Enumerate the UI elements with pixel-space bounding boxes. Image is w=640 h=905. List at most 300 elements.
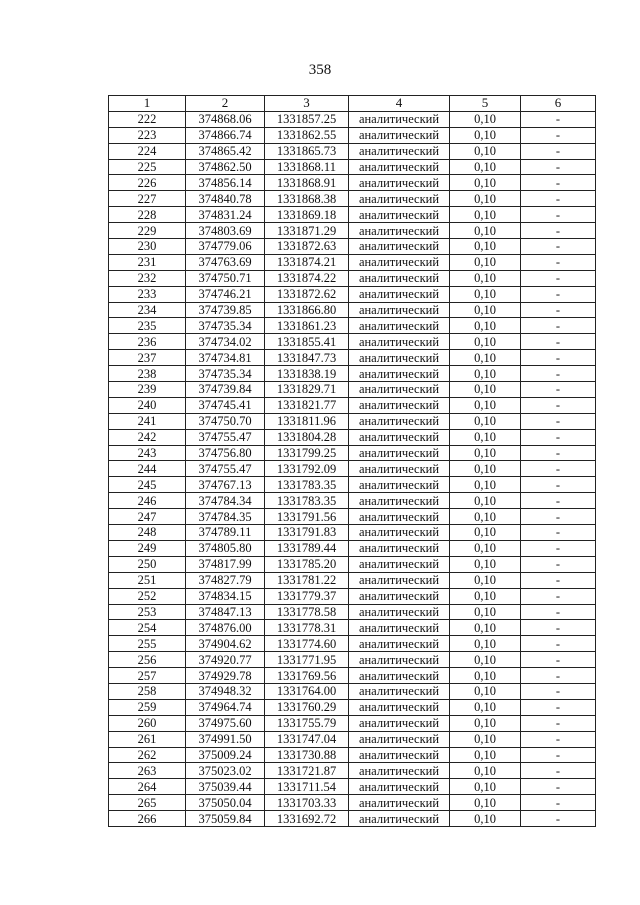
point-number-cell: 256 bbox=[109, 652, 186, 668]
y-coordinate-cell: 1331868.38 bbox=[265, 191, 349, 207]
note-cell: - bbox=[521, 334, 596, 350]
note-cell: - bbox=[521, 207, 596, 223]
point-number-cell: 265 bbox=[109, 795, 186, 811]
y-coordinate-cell: 1331799.25 bbox=[265, 445, 349, 461]
accuracy-cell: 0,10 bbox=[450, 715, 521, 731]
point-number-cell: 240 bbox=[109, 397, 186, 413]
x-coordinate-cell: 374746.21 bbox=[186, 286, 265, 302]
y-coordinate-cell: 1331755.79 bbox=[265, 715, 349, 731]
accuracy-cell: 0,10 bbox=[450, 445, 521, 461]
table-row bbox=[109, 270, 596, 286]
note-cell: - bbox=[521, 191, 596, 207]
point-number-cell: 230 bbox=[109, 239, 186, 255]
note-cell: - bbox=[521, 477, 596, 493]
accuracy-cell: 0,10 bbox=[450, 143, 521, 159]
table-row bbox=[109, 159, 596, 175]
point-number-cell: 229 bbox=[109, 223, 186, 239]
accuracy-cell: 0,10 bbox=[450, 239, 521, 255]
accuracy-cell: 0,10 bbox=[450, 270, 521, 286]
method-cell: аналитический bbox=[349, 747, 450, 763]
table-row bbox=[109, 461, 596, 477]
point-number-cell: 262 bbox=[109, 747, 186, 763]
method-cell: аналитический bbox=[349, 731, 450, 747]
note-cell: - bbox=[521, 270, 596, 286]
x-coordinate-cell: 374789.11 bbox=[186, 525, 265, 541]
x-coordinate-cell: 374834.15 bbox=[186, 588, 265, 604]
table-row bbox=[109, 445, 596, 461]
point-number-cell: 242 bbox=[109, 429, 186, 445]
method-cell: аналитический bbox=[349, 779, 450, 795]
y-coordinate-cell: 1331862.55 bbox=[265, 127, 349, 143]
note-cell: - bbox=[521, 350, 596, 366]
table-row bbox=[109, 223, 596, 239]
table-row bbox=[109, 747, 596, 763]
method-cell: аналитический bbox=[349, 334, 450, 350]
point-number-cell: 222 bbox=[109, 111, 186, 127]
x-coordinate-cell: 374735.34 bbox=[186, 366, 265, 382]
x-coordinate-cell: 374866.74 bbox=[186, 127, 265, 143]
method-cell: аналитический bbox=[349, 604, 450, 620]
method-cell: аналитический bbox=[349, 699, 450, 715]
method-cell: аналитический bbox=[349, 223, 450, 239]
method-cell: аналитический bbox=[349, 413, 450, 429]
accuracy-cell: 0,10 bbox=[450, 382, 521, 398]
table-row bbox=[109, 318, 596, 334]
accuracy-cell: 0,10 bbox=[450, 223, 521, 239]
x-coordinate-cell: 374865.42 bbox=[186, 143, 265, 159]
method-cell: аналитический bbox=[349, 191, 450, 207]
note-cell: - bbox=[521, 556, 596, 572]
method-cell: аналитический bbox=[349, 683, 450, 699]
x-coordinate-cell: 374755.47 bbox=[186, 461, 265, 477]
method-cell: аналитический bbox=[349, 715, 450, 731]
method-cell: аналитический bbox=[349, 143, 450, 159]
point-number-cell: 260 bbox=[109, 715, 186, 731]
note-cell: - bbox=[521, 239, 596, 255]
table-body bbox=[109, 96, 596, 827]
table-row bbox=[109, 795, 596, 811]
x-coordinate-cell: 374755.47 bbox=[186, 429, 265, 445]
x-coordinate-cell: 374831.24 bbox=[186, 207, 265, 223]
point-number-cell: 245 bbox=[109, 477, 186, 493]
table-row bbox=[109, 652, 596, 668]
point-number-cell: 231 bbox=[109, 254, 186, 270]
y-coordinate-cell: 1331874.21 bbox=[265, 254, 349, 270]
table-row bbox=[109, 191, 596, 207]
y-coordinate-cell: 1331811.96 bbox=[265, 413, 349, 429]
table-row bbox=[109, 429, 596, 445]
point-number-cell: 225 bbox=[109, 159, 186, 175]
method-cell: аналитический bbox=[349, 445, 450, 461]
table-row bbox=[109, 588, 596, 604]
y-coordinate-cell: 1331783.35 bbox=[265, 493, 349, 509]
table-row bbox=[109, 540, 596, 556]
accuracy-cell: 0,10 bbox=[450, 493, 521, 509]
method-cell: аналитический bbox=[349, 668, 450, 684]
point-number-cell: 261 bbox=[109, 731, 186, 747]
x-coordinate-cell: 374862.50 bbox=[186, 159, 265, 175]
y-coordinate-cell: 1331769.56 bbox=[265, 668, 349, 684]
note-cell: - bbox=[521, 382, 596, 398]
accuracy-cell: 0,10 bbox=[450, 795, 521, 811]
note-cell: - bbox=[521, 159, 596, 175]
x-coordinate-cell: 374964.74 bbox=[186, 699, 265, 715]
method-cell: аналитический bbox=[349, 588, 450, 604]
x-coordinate-cell: 374745.41 bbox=[186, 397, 265, 413]
table-header-row bbox=[109, 96, 596, 112]
table-row bbox=[109, 239, 596, 255]
method-cell: аналитический bbox=[349, 811, 450, 827]
note-cell: - bbox=[521, 795, 596, 811]
column-header: 4 bbox=[349, 96, 450, 112]
method-cell: аналитический bbox=[349, 286, 450, 302]
x-coordinate-cell: 374803.69 bbox=[186, 223, 265, 239]
y-coordinate-cell: 1331778.31 bbox=[265, 620, 349, 636]
point-number-cell: 227 bbox=[109, 191, 186, 207]
point-number-cell: 243 bbox=[109, 445, 186, 461]
coordinates-table bbox=[108, 95, 596, 827]
point-number-cell: 250 bbox=[109, 556, 186, 572]
table-row bbox=[109, 620, 596, 636]
note-cell: - bbox=[521, 223, 596, 239]
method-cell: аналитический bbox=[349, 111, 450, 127]
method-cell: аналитический bbox=[349, 302, 450, 318]
y-coordinate-cell: 1331781.22 bbox=[265, 572, 349, 588]
method-cell: аналитический bbox=[349, 350, 450, 366]
x-coordinate-cell: 374756.80 bbox=[186, 445, 265, 461]
table-row bbox=[109, 493, 596, 509]
note-cell: - bbox=[521, 429, 596, 445]
table-row bbox=[109, 715, 596, 731]
method-cell: аналитический bbox=[349, 461, 450, 477]
y-coordinate-cell: 1331711.54 bbox=[265, 779, 349, 795]
note-cell: - bbox=[521, 445, 596, 461]
method-cell: аналитический bbox=[349, 159, 450, 175]
accuracy-cell: 0,10 bbox=[450, 731, 521, 747]
y-coordinate-cell: 1331760.29 bbox=[265, 699, 349, 715]
accuracy-cell: 0,10 bbox=[450, 302, 521, 318]
method-cell: аналитический bbox=[349, 795, 450, 811]
note-cell: - bbox=[521, 461, 596, 477]
table-row bbox=[109, 350, 596, 366]
y-coordinate-cell: 1331821.77 bbox=[265, 397, 349, 413]
column-header: 5 bbox=[450, 96, 521, 112]
x-coordinate-cell: 374734.81 bbox=[186, 350, 265, 366]
accuracy-cell: 0,10 bbox=[450, 254, 521, 270]
accuracy-cell: 0,10 bbox=[450, 366, 521, 382]
page-number: 358 bbox=[308, 62, 332, 78]
y-coordinate-cell: 1331783.35 bbox=[265, 477, 349, 493]
point-number-cell: 224 bbox=[109, 143, 186, 159]
accuracy-cell: 0,10 bbox=[450, 668, 521, 684]
x-coordinate-cell: 374975.60 bbox=[186, 715, 265, 731]
x-coordinate-cell: 374750.71 bbox=[186, 270, 265, 286]
x-coordinate-cell: 374847.13 bbox=[186, 604, 265, 620]
accuracy-cell: 0,10 bbox=[450, 620, 521, 636]
table-row bbox=[109, 779, 596, 795]
note-cell: - bbox=[521, 397, 596, 413]
note-cell: - bbox=[521, 318, 596, 334]
method-cell: аналитический bbox=[349, 477, 450, 493]
x-coordinate-cell: 374739.85 bbox=[186, 302, 265, 318]
accuracy-cell: 0,10 bbox=[450, 779, 521, 795]
method-cell: аналитический bbox=[349, 382, 450, 398]
x-coordinate-cell: 374784.34 bbox=[186, 493, 265, 509]
accuracy-cell: 0,10 bbox=[450, 334, 521, 350]
method-cell: аналитический bbox=[349, 525, 450, 541]
method-cell: аналитический bbox=[349, 556, 450, 572]
y-coordinate-cell: 1331721.87 bbox=[265, 763, 349, 779]
accuracy-cell: 0,10 bbox=[450, 604, 521, 620]
table-row bbox=[109, 382, 596, 398]
x-coordinate-cell: 374929.78 bbox=[186, 668, 265, 684]
note-cell: - bbox=[521, 620, 596, 636]
note-cell: - bbox=[521, 302, 596, 318]
point-number-cell: 233 bbox=[109, 286, 186, 302]
y-coordinate-cell: 1331785.20 bbox=[265, 556, 349, 572]
note-cell: - bbox=[521, 779, 596, 795]
y-coordinate-cell: 1331692.72 bbox=[265, 811, 349, 827]
x-coordinate-cell: 374904.62 bbox=[186, 636, 265, 652]
y-coordinate-cell: 1331789.44 bbox=[265, 540, 349, 556]
y-coordinate-cell: 1331868.11 bbox=[265, 159, 349, 175]
method-cell: аналитический bbox=[349, 175, 450, 191]
y-coordinate-cell: 1331774.60 bbox=[265, 636, 349, 652]
x-coordinate-cell: 374779.06 bbox=[186, 239, 265, 255]
note-cell: - bbox=[521, 636, 596, 652]
x-coordinate-cell: 374856.14 bbox=[186, 175, 265, 191]
table-row bbox=[109, 525, 596, 541]
y-coordinate-cell: 1331861.23 bbox=[265, 318, 349, 334]
accuracy-cell: 0,10 bbox=[450, 636, 521, 652]
note-cell: - bbox=[521, 572, 596, 588]
point-number-cell: 223 bbox=[109, 127, 186, 143]
y-coordinate-cell: 1331866.80 bbox=[265, 302, 349, 318]
accuracy-cell: 0,10 bbox=[450, 191, 521, 207]
note-cell: - bbox=[521, 715, 596, 731]
column-header: 1 bbox=[109, 96, 186, 112]
note-cell: - bbox=[521, 413, 596, 429]
point-number-cell: 258 bbox=[109, 683, 186, 699]
point-number-cell: 257 bbox=[109, 668, 186, 684]
point-number-cell: 236 bbox=[109, 334, 186, 350]
note-cell: - bbox=[521, 111, 596, 127]
method-cell: аналитический bbox=[349, 763, 450, 779]
point-number-cell: 234 bbox=[109, 302, 186, 318]
accuracy-cell: 0,10 bbox=[450, 763, 521, 779]
x-coordinate-cell: 374805.80 bbox=[186, 540, 265, 556]
y-coordinate-cell: 1331874.22 bbox=[265, 270, 349, 286]
table-row bbox=[109, 413, 596, 429]
y-coordinate-cell: 1331791.56 bbox=[265, 509, 349, 525]
x-coordinate-cell: 374840.78 bbox=[186, 191, 265, 207]
note-cell: - bbox=[521, 366, 596, 382]
y-coordinate-cell: 1331779.37 bbox=[265, 588, 349, 604]
x-coordinate-cell: 374763.69 bbox=[186, 254, 265, 270]
note-cell: - bbox=[521, 509, 596, 525]
point-number-cell: 244 bbox=[109, 461, 186, 477]
table-row bbox=[109, 604, 596, 620]
accuracy-cell: 0,10 bbox=[450, 540, 521, 556]
table-row bbox=[109, 509, 596, 525]
accuracy-cell: 0,10 bbox=[450, 699, 521, 715]
table-row bbox=[109, 334, 596, 350]
y-coordinate-cell: 1331792.09 bbox=[265, 461, 349, 477]
x-coordinate-cell: 375023.02 bbox=[186, 763, 265, 779]
x-coordinate-cell: 374827.79 bbox=[186, 572, 265, 588]
table-row bbox=[109, 302, 596, 318]
table-row bbox=[109, 127, 596, 143]
method-cell: аналитический bbox=[349, 493, 450, 509]
method-cell: аналитический bbox=[349, 207, 450, 223]
x-coordinate-cell: 375039.44 bbox=[186, 779, 265, 795]
column-header: 3 bbox=[265, 96, 349, 112]
method-cell: аналитический bbox=[349, 397, 450, 413]
point-number-cell: 249 bbox=[109, 540, 186, 556]
table-row bbox=[109, 699, 596, 715]
method-cell: аналитический bbox=[349, 254, 450, 270]
y-coordinate-cell: 1331829.71 bbox=[265, 382, 349, 398]
x-coordinate-cell: 374868.06 bbox=[186, 111, 265, 127]
point-number-cell: 241 bbox=[109, 413, 186, 429]
table-row bbox=[109, 668, 596, 684]
table-row bbox=[109, 366, 596, 382]
note-cell: - bbox=[521, 731, 596, 747]
method-cell: аналитический bbox=[349, 429, 450, 445]
accuracy-cell: 0,10 bbox=[450, 477, 521, 493]
x-coordinate-cell: 374817.99 bbox=[186, 556, 265, 572]
accuracy-cell: 0,10 bbox=[450, 111, 521, 127]
method-cell: аналитический bbox=[349, 127, 450, 143]
point-number-cell: 226 bbox=[109, 175, 186, 191]
point-number-cell: 238 bbox=[109, 366, 186, 382]
accuracy-cell: 0,10 bbox=[450, 556, 521, 572]
point-number-cell: 237 bbox=[109, 350, 186, 366]
accuracy-cell: 0,10 bbox=[450, 413, 521, 429]
method-cell: аналитический bbox=[349, 509, 450, 525]
note-cell: - bbox=[521, 127, 596, 143]
accuracy-cell: 0,10 bbox=[450, 207, 521, 223]
accuracy-cell: 0,10 bbox=[450, 588, 521, 604]
note-cell: - bbox=[521, 143, 596, 159]
y-coordinate-cell: 1331871.29 bbox=[265, 223, 349, 239]
y-coordinate-cell: 1331747.04 bbox=[265, 731, 349, 747]
table-row bbox=[109, 143, 596, 159]
method-cell: аналитический bbox=[349, 318, 450, 334]
point-number-cell: 246 bbox=[109, 493, 186, 509]
point-number-cell: 253 bbox=[109, 604, 186, 620]
y-coordinate-cell: 1331791.83 bbox=[265, 525, 349, 541]
point-number-cell: 255 bbox=[109, 636, 186, 652]
table-row bbox=[109, 111, 596, 127]
accuracy-cell: 0,10 bbox=[450, 747, 521, 763]
y-coordinate-cell: 1331730.88 bbox=[265, 747, 349, 763]
method-cell: аналитический bbox=[349, 270, 450, 286]
point-number-cell: 254 bbox=[109, 620, 186, 636]
y-coordinate-cell: 1331771.95 bbox=[265, 652, 349, 668]
note-cell: - bbox=[521, 747, 596, 763]
point-number-cell: 248 bbox=[109, 525, 186, 541]
accuracy-cell: 0,10 bbox=[450, 159, 521, 175]
point-number-cell: 259 bbox=[109, 699, 186, 715]
table-row bbox=[109, 556, 596, 572]
x-coordinate-cell: 374767.13 bbox=[186, 477, 265, 493]
accuracy-cell: 0,10 bbox=[450, 350, 521, 366]
x-coordinate-cell: 375009.24 bbox=[186, 747, 265, 763]
x-coordinate-cell: 374735.34 bbox=[186, 318, 265, 334]
accuracy-cell: 0,10 bbox=[450, 525, 521, 541]
y-coordinate-cell: 1331804.28 bbox=[265, 429, 349, 445]
accuracy-cell: 0,10 bbox=[450, 509, 521, 525]
method-cell: аналитический bbox=[349, 652, 450, 668]
note-cell: - bbox=[521, 652, 596, 668]
y-coordinate-cell: 1331868.91 bbox=[265, 175, 349, 191]
y-coordinate-cell: 1331869.18 bbox=[265, 207, 349, 223]
point-number-cell: 235 bbox=[109, 318, 186, 334]
method-cell: аналитический bbox=[349, 620, 450, 636]
x-coordinate-cell: 374991.50 bbox=[186, 731, 265, 747]
table-row bbox=[109, 763, 596, 779]
y-coordinate-cell: 1331764.00 bbox=[265, 683, 349, 699]
point-number-cell: 232 bbox=[109, 270, 186, 286]
table-row bbox=[109, 286, 596, 302]
accuracy-cell: 0,10 bbox=[450, 652, 521, 668]
y-coordinate-cell: 1331872.62 bbox=[265, 286, 349, 302]
table-row bbox=[109, 207, 596, 223]
y-coordinate-cell: 1331857.25 bbox=[265, 111, 349, 127]
y-coordinate-cell: 1331838.19 bbox=[265, 366, 349, 382]
note-cell: - bbox=[521, 811, 596, 827]
table-row bbox=[109, 811, 596, 827]
accuracy-cell: 0,10 bbox=[450, 683, 521, 699]
method-cell: аналитический bbox=[349, 540, 450, 556]
point-number-cell: 264 bbox=[109, 779, 186, 795]
x-coordinate-cell: 375059.84 bbox=[186, 811, 265, 827]
note-cell: - bbox=[521, 604, 596, 620]
note-cell: - bbox=[521, 588, 596, 604]
y-coordinate-cell: 1331778.58 bbox=[265, 604, 349, 620]
point-number-cell: 247 bbox=[109, 509, 186, 525]
note-cell: - bbox=[521, 493, 596, 509]
point-number-cell: 266 bbox=[109, 811, 186, 827]
note-cell: - bbox=[521, 668, 596, 684]
column-header: 2 bbox=[186, 96, 265, 112]
method-cell: аналитический bbox=[349, 636, 450, 652]
table-row bbox=[109, 572, 596, 588]
accuracy-cell: 0,10 bbox=[450, 175, 521, 191]
note-cell: - bbox=[521, 540, 596, 556]
note-cell: - bbox=[521, 286, 596, 302]
note-cell: - bbox=[521, 699, 596, 715]
method-cell: аналитический bbox=[349, 239, 450, 255]
x-coordinate-cell: 375050.04 bbox=[186, 795, 265, 811]
point-number-cell: 239 bbox=[109, 382, 186, 398]
x-coordinate-cell: 374948.32 bbox=[186, 683, 265, 699]
note-cell: - bbox=[521, 254, 596, 270]
accuracy-cell: 0,10 bbox=[450, 429, 521, 445]
accuracy-cell: 0,10 bbox=[450, 397, 521, 413]
point-number-cell: 251 bbox=[109, 572, 186, 588]
x-coordinate-cell: 374750.70 bbox=[186, 413, 265, 429]
table-row bbox=[109, 683, 596, 699]
x-coordinate-cell: 374739.84 bbox=[186, 382, 265, 398]
accuracy-cell: 0,10 bbox=[450, 318, 521, 334]
note-cell: - bbox=[521, 525, 596, 541]
table-row bbox=[109, 175, 596, 191]
x-coordinate-cell: 374734.02 bbox=[186, 334, 265, 350]
accuracy-cell: 0,10 bbox=[450, 286, 521, 302]
x-coordinate-cell: 374876.00 bbox=[186, 620, 265, 636]
